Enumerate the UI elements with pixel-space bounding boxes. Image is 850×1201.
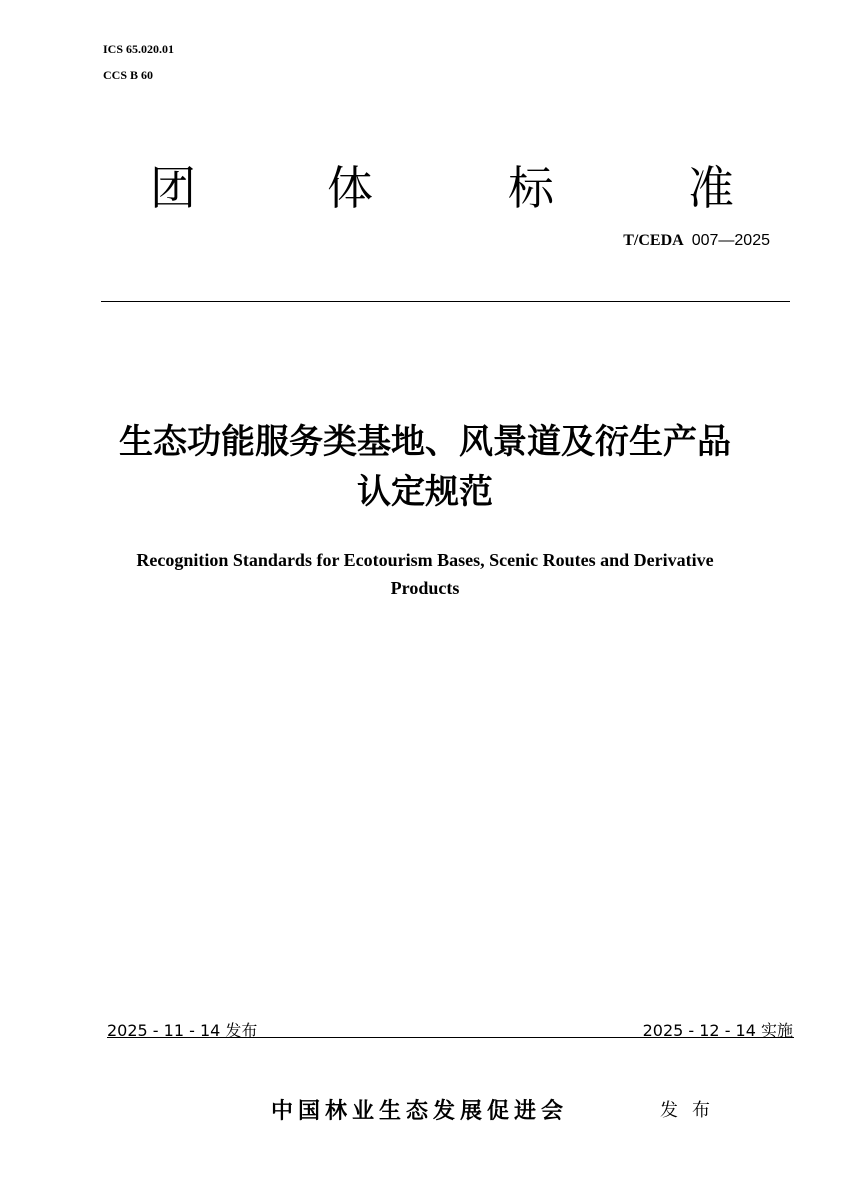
standard-code (623, 232, 770, 250)
header-char-3: 标 (508, 161, 554, 215)
title-en-line-2: Products (390, 578, 460, 598)
header-char-1: 团 (150, 161, 196, 215)
standard-code-prefix: T/CEDA (623, 232, 684, 249)
header-char-4: 准 (688, 161, 734, 215)
implement-date: 2025 - 12 - 14 实施 (642, 1021, 793, 1040)
ics-code: ICS 65.020.01 (103, 42, 175, 56)
header-divider (101, 301, 790, 302)
header-char-2: 体 (327, 161, 373, 215)
publish-date: 2025 - 11 - 14 发布 (107, 1021, 258, 1040)
title-cn-line-1: 生态功能服务类基地、风景道及衍生产品 (119, 422, 731, 462)
title-en-line-1: Recognition Standards for Ecotourism Bases, Scenic Routes and Derivative (136, 550, 714, 570)
issuing-organization: 中国林业生态发展促进会 (271, 1099, 569, 1124)
standard-code-number: 007—2025 (691, 232, 770, 249)
issue-label: 发布 (660, 1100, 724, 1121)
ccs-code: CCS B 60 (103, 68, 154, 82)
footer-divider (107, 1037, 794, 1038)
title-cn-line-2: 认定规范 (357, 472, 493, 512)
